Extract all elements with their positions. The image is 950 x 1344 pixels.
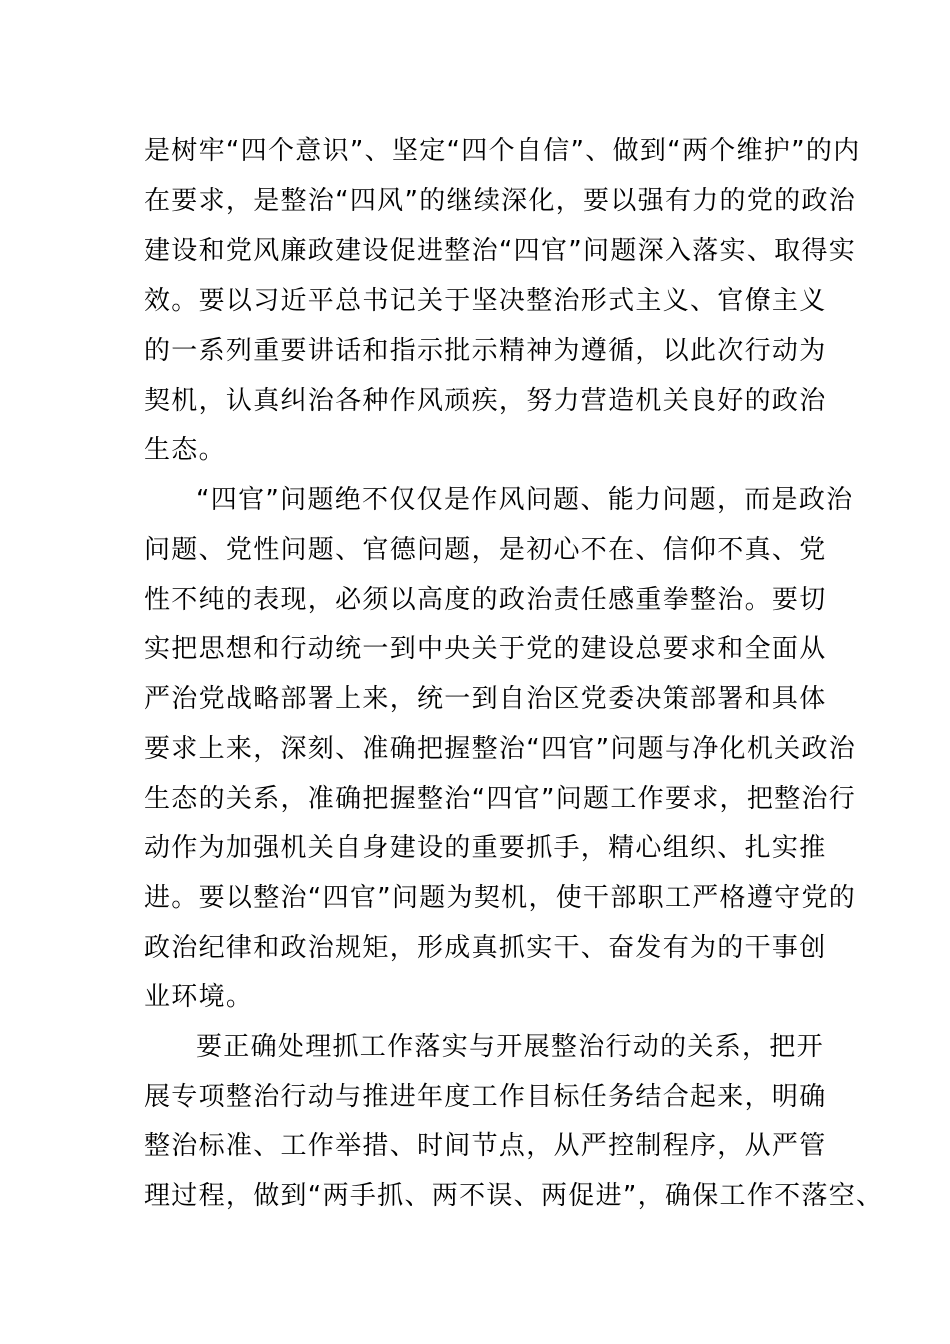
text-line: 动作为加强机关自身建设的重要抓手，精心组织、扎实推: [144, 833, 827, 863]
text-line: 展专项整治行动与推进年度工作目标任务结合起来，明确: [144, 1082, 827, 1112]
text-line: 生态。: [144, 435, 226, 465]
text-line: 性不纯的表现，必须以高度的政治责任感重拳整治。要切: [144, 585, 827, 615]
text-line: 问题、党性问题、官德问题，是初心不在、信仰不真、党: [144, 535, 827, 565]
text-line: 的一系列重要讲话和指示批示精神为遵循，以此次行动为: [144, 336, 827, 366]
text-line: 业环境。: [144, 982, 254, 1012]
text-line: 整治标准、工作举措、时间节点，从严控制程序，从严管: [144, 1131, 827, 1161]
paragraph-first-line: “四官”问题绝不仅仅是作风问题、能力问题，而是政治: [196, 485, 854, 515]
text-line: 进。要以整治“四官”问题为契机，使干部职工严格遵守党的: [144, 883, 857, 913]
text-line: 是树牢“四个意识”、坚定“四个自信”、做到“两个维护”的内: [144, 136, 861, 166]
text-line: 在要求，是整治“四风”的继续深化，要以强有力的党的政治: [144, 186, 857, 216]
text-line: 建设和党风廉政建设促进整治“四官”问题深入落实、取得实: [144, 236, 857, 266]
text-line: 实把思想和行动统一到中央关于党的建设总要求和全面从: [144, 634, 827, 664]
text-line: 效。要以习近平总书记关于坚决整治形式主义、官僚主义: [144, 286, 827, 316]
text-line: 理过程，做到“两手抓、两不误、两促进”，确保工作不落空、: [144, 1181, 884, 1211]
text-line: 政治纪律和政治规矩，形成真抓实干、奋发有为的干事创: [144, 933, 827, 963]
text-line: 生态的关系，准确把握整治“四官”问题工作要求，把整治行: [144, 784, 857, 814]
text-line: 严治党战略部署上来，统一到自治区党委决策部署和具体: [144, 684, 827, 714]
paragraph-first-line: 要正确处理抓工作落实与开展整治行动的关系，把开: [196, 1032, 824, 1062]
text-line: 契机，认真纠治各种作风顽疾，努力营造机关良好的政治: [144, 386, 827, 416]
text-line: 要求上来，深刻、准确把握整治“四官”问题与净化机关政治: [144, 734, 857, 764]
